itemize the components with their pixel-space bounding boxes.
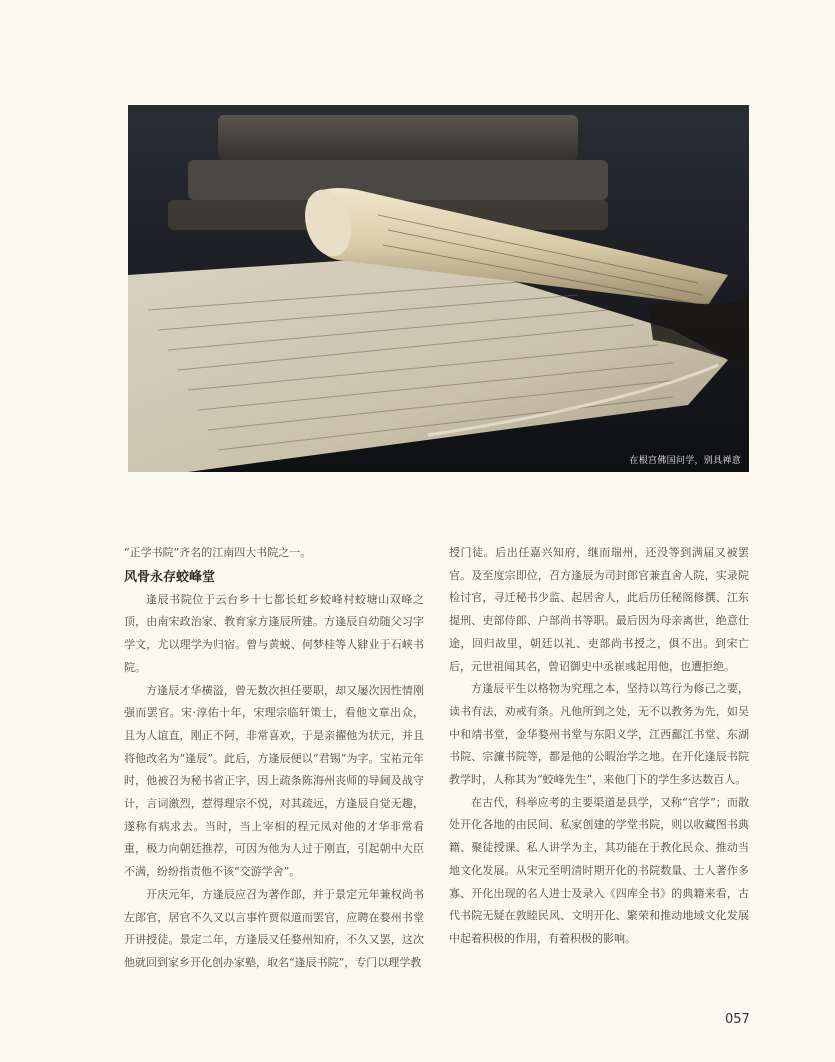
- paragraph: 逢辰书院位于云台乡十七都长虹乡蛟峰村蛟塘山双峰之顶，由南宋政治家、教育家方逢辰所建。方逢辰自幼随父习字学文，尤以理学为归宿。曾与黄蜕、何梦桂等人肄业于石峡书院。: [124, 592, 424, 674]
- right-text-column: [449, 542, 749, 951]
- paragraph: 在古代，科举应考的主要渠道是县学，又称“官学”；而散处开化各地的由民间、私家创建的学堂书院，则以收藏图书典籍、聚徒授课、私人讲学为主，其功能在于教化民众、推动当地文化发展。从宋元至明清时期开化的书院数量、士人著作多寡、开化出现的名人进士及录入《四库全书》的典籍来看，古代书院无疑在敦睦民风、文明开化、繁荣和推动地域文化发展中起着积极的作用，有着积极的影响。: [449, 795, 749, 945]
- paragraph: 授门徒。后出任嘉兴知府，继而瑞州，还没等到满届又被罢官。及至度宗即位，召方逢辰为司封郎官兼直舍人院，实录院检讨官，寻迁秘书少监、起居舍人，此后历任秘阁修撰、江东提刑、吏部侍郎、户部尚书等职。最后因为母亲离世，绝意仕途，回归故里，朝廷以礼、吏部尚书授之，俱不出。到宋亡后，元世祖闻其名，曾诏御史中丞崔彧起用他，也遭拒绝。: [449, 546, 749, 673]
- ancient-book-photo: [128, 105, 749, 472]
- section-heading: 风骨永存蛟峰堂: [124, 569, 216, 585]
- paragraph: 方逢辰才华横溢，曾无数次担任要职，却又屡次因性情刚强而罢官。宋·淳佑十年，宋理宗临轩策士，看他文章出众，且为人谊直，刚正不阿，非常喜欢，于是亲擢他为状元，并且将他改名为“逢辰”。此后，方逢辰便以“君锡”为字。宝祐元年时，他被召为秘书省正字，因上疏条陈海州丧师的导阃及战守计，言词激烈，惹得理宗不悦，对其疏远，方逢辰自觉无趣，遂称有病求去。当时，当上宰相的程元凤对他的才华非常看重，极力向朝廷推荐，可因为他为人过于刚直，引起朝中大臣不满，纷纷指责他不该“交游学舍”。: [124, 683, 424, 879]
- paragraph: 方逢辰平生以格物为究理之本，坚持以笃行为修己之要，读书有法，劝戒有条。凡他所到之处，无不以教务为先，如吴中和靖书堂，金华婺州书堂与东阳义学，江西鄱江书堂、东湖书院、宗濂书院等，都是他的公暇治学之地。在开化逢辰书院教学时，人称其为“蛟峰先生”，来他门下的学生多达数百人。: [449, 682, 749, 787]
- photo-caption: 在根宫佛国问学，别具禅意: [629, 456, 741, 466]
- intro-line: “正学书院”齐名的江南四大书院之一。: [124, 546, 312, 559]
- paragraph: 开庆元年，方逢辰应召为著作郎，并于景定元年兼权尚书左郎官，居官不久又以言事忤贾似道而罢官，应聘在婺州书堂开讲授徒。景定二年，方逢辰又任婺州知府，不久又罢，这次他就回到家乡开化创办家塾，取名“逢辰书院”，专门以理学教: [124, 887, 424, 969]
- page-number: 057: [725, 1012, 750, 1027]
- ancient-book-illustration: [128, 105, 749, 472]
- left-text-column: [124, 542, 424, 975]
